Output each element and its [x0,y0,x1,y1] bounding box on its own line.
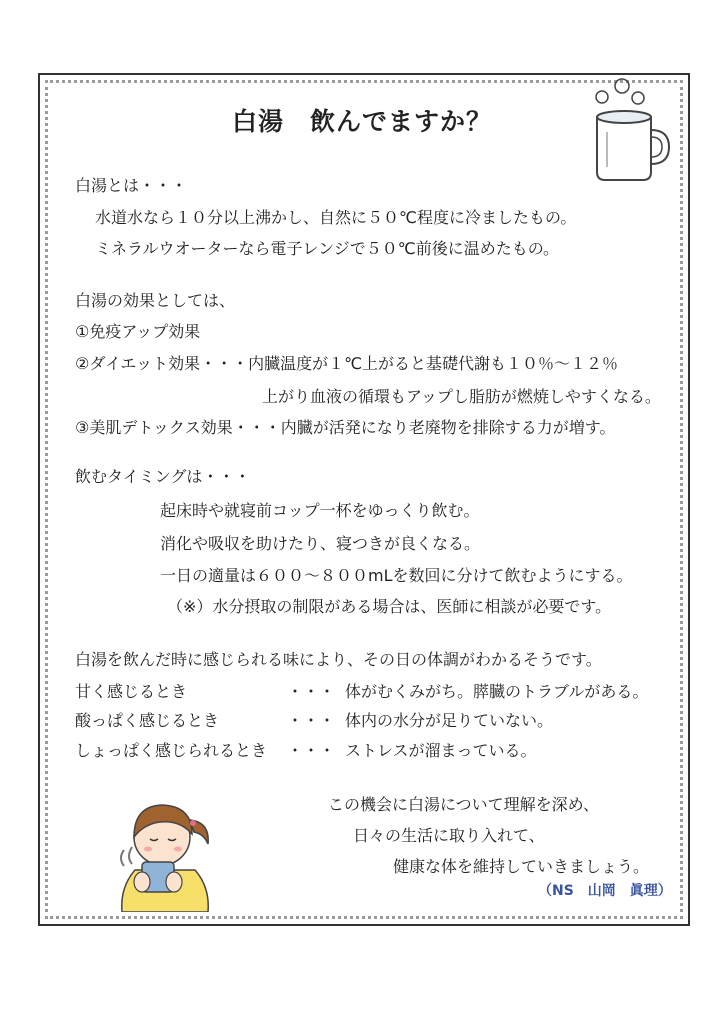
timing-line: 消化や吸収を助けたり、寝つきが良くなる。 [160,534,481,553]
taste-meaning: 体内の水分が足りていない。 [345,711,554,730]
effect-item: ②ダイエット効果・・・内臓温度が１℃上がると基礎代謝も１０％～１２％ [75,354,619,373]
taste-dots: ・・・ [287,682,336,701]
effects-heading: 白湯の効果としては、 [75,291,236,310]
closing-line: 日々の生活に取り入れて、 [353,826,545,845]
effect-item-continued: 上がり血液の循環もアップし脂肪が燃焼しやすくなる。 [262,387,661,406]
taste-dots: ・・・ [287,741,336,760]
taste-meaning: 体がむくみがち。膵臓のトラブルがある。 [345,682,649,701]
definition-line: 水道水なら１０分以上沸かし、自然に５０℃程度に冷ましたもの。 [95,208,577,227]
timing-line: 起床時や就寝前コップ一杯をゆっくり飲む。 [160,501,480,520]
effect-item: ③美肌デトックス効果・・・内臓が活発になり老廃物を排除する力が増す。 [75,418,616,437]
taste-meaning: ストレスが溜まっている。 [345,741,537,760]
effect-item: ①免疫アップ効果 [75,322,201,341]
taste-label: 酸っぱく感じるとき [75,711,220,730]
author-credit: （NS 山岡 眞理） [538,883,672,899]
taste-dots: ・・・ [287,711,336,730]
definition-heading: 白湯とは・・・ [75,176,188,195]
timing-note: （※）水分摂取の制限がある場合は、医師に相談が必要です。 [167,597,612,616]
page-title: 白湯 飲んでますか？ [231,107,492,136]
definition-line: ミネラルウオーターなら電子レンジで５０℃前後に温めたもの。 [95,239,560,258]
taste-label: しょっぱく感じられるとき [75,741,268,760]
timing-heading: 飲むタイミングは・・・ [75,467,251,486]
girl-drinking-illustration [110,792,220,912]
closing-line: この機会に白湯について理解を深め、 [328,795,600,814]
taste-label: 甘く感じるとき [75,682,188,701]
timing-line: 一日の適量は６００～８００mLを数回に分けて飲むようにする。 [160,566,633,585]
taste-intro: 白湯を飲んだ時に感じられる味により、その日の体調がわかるそうです。 [75,650,602,669]
closing-line: 健康な体を維持していきましょう。 [393,857,650,876]
